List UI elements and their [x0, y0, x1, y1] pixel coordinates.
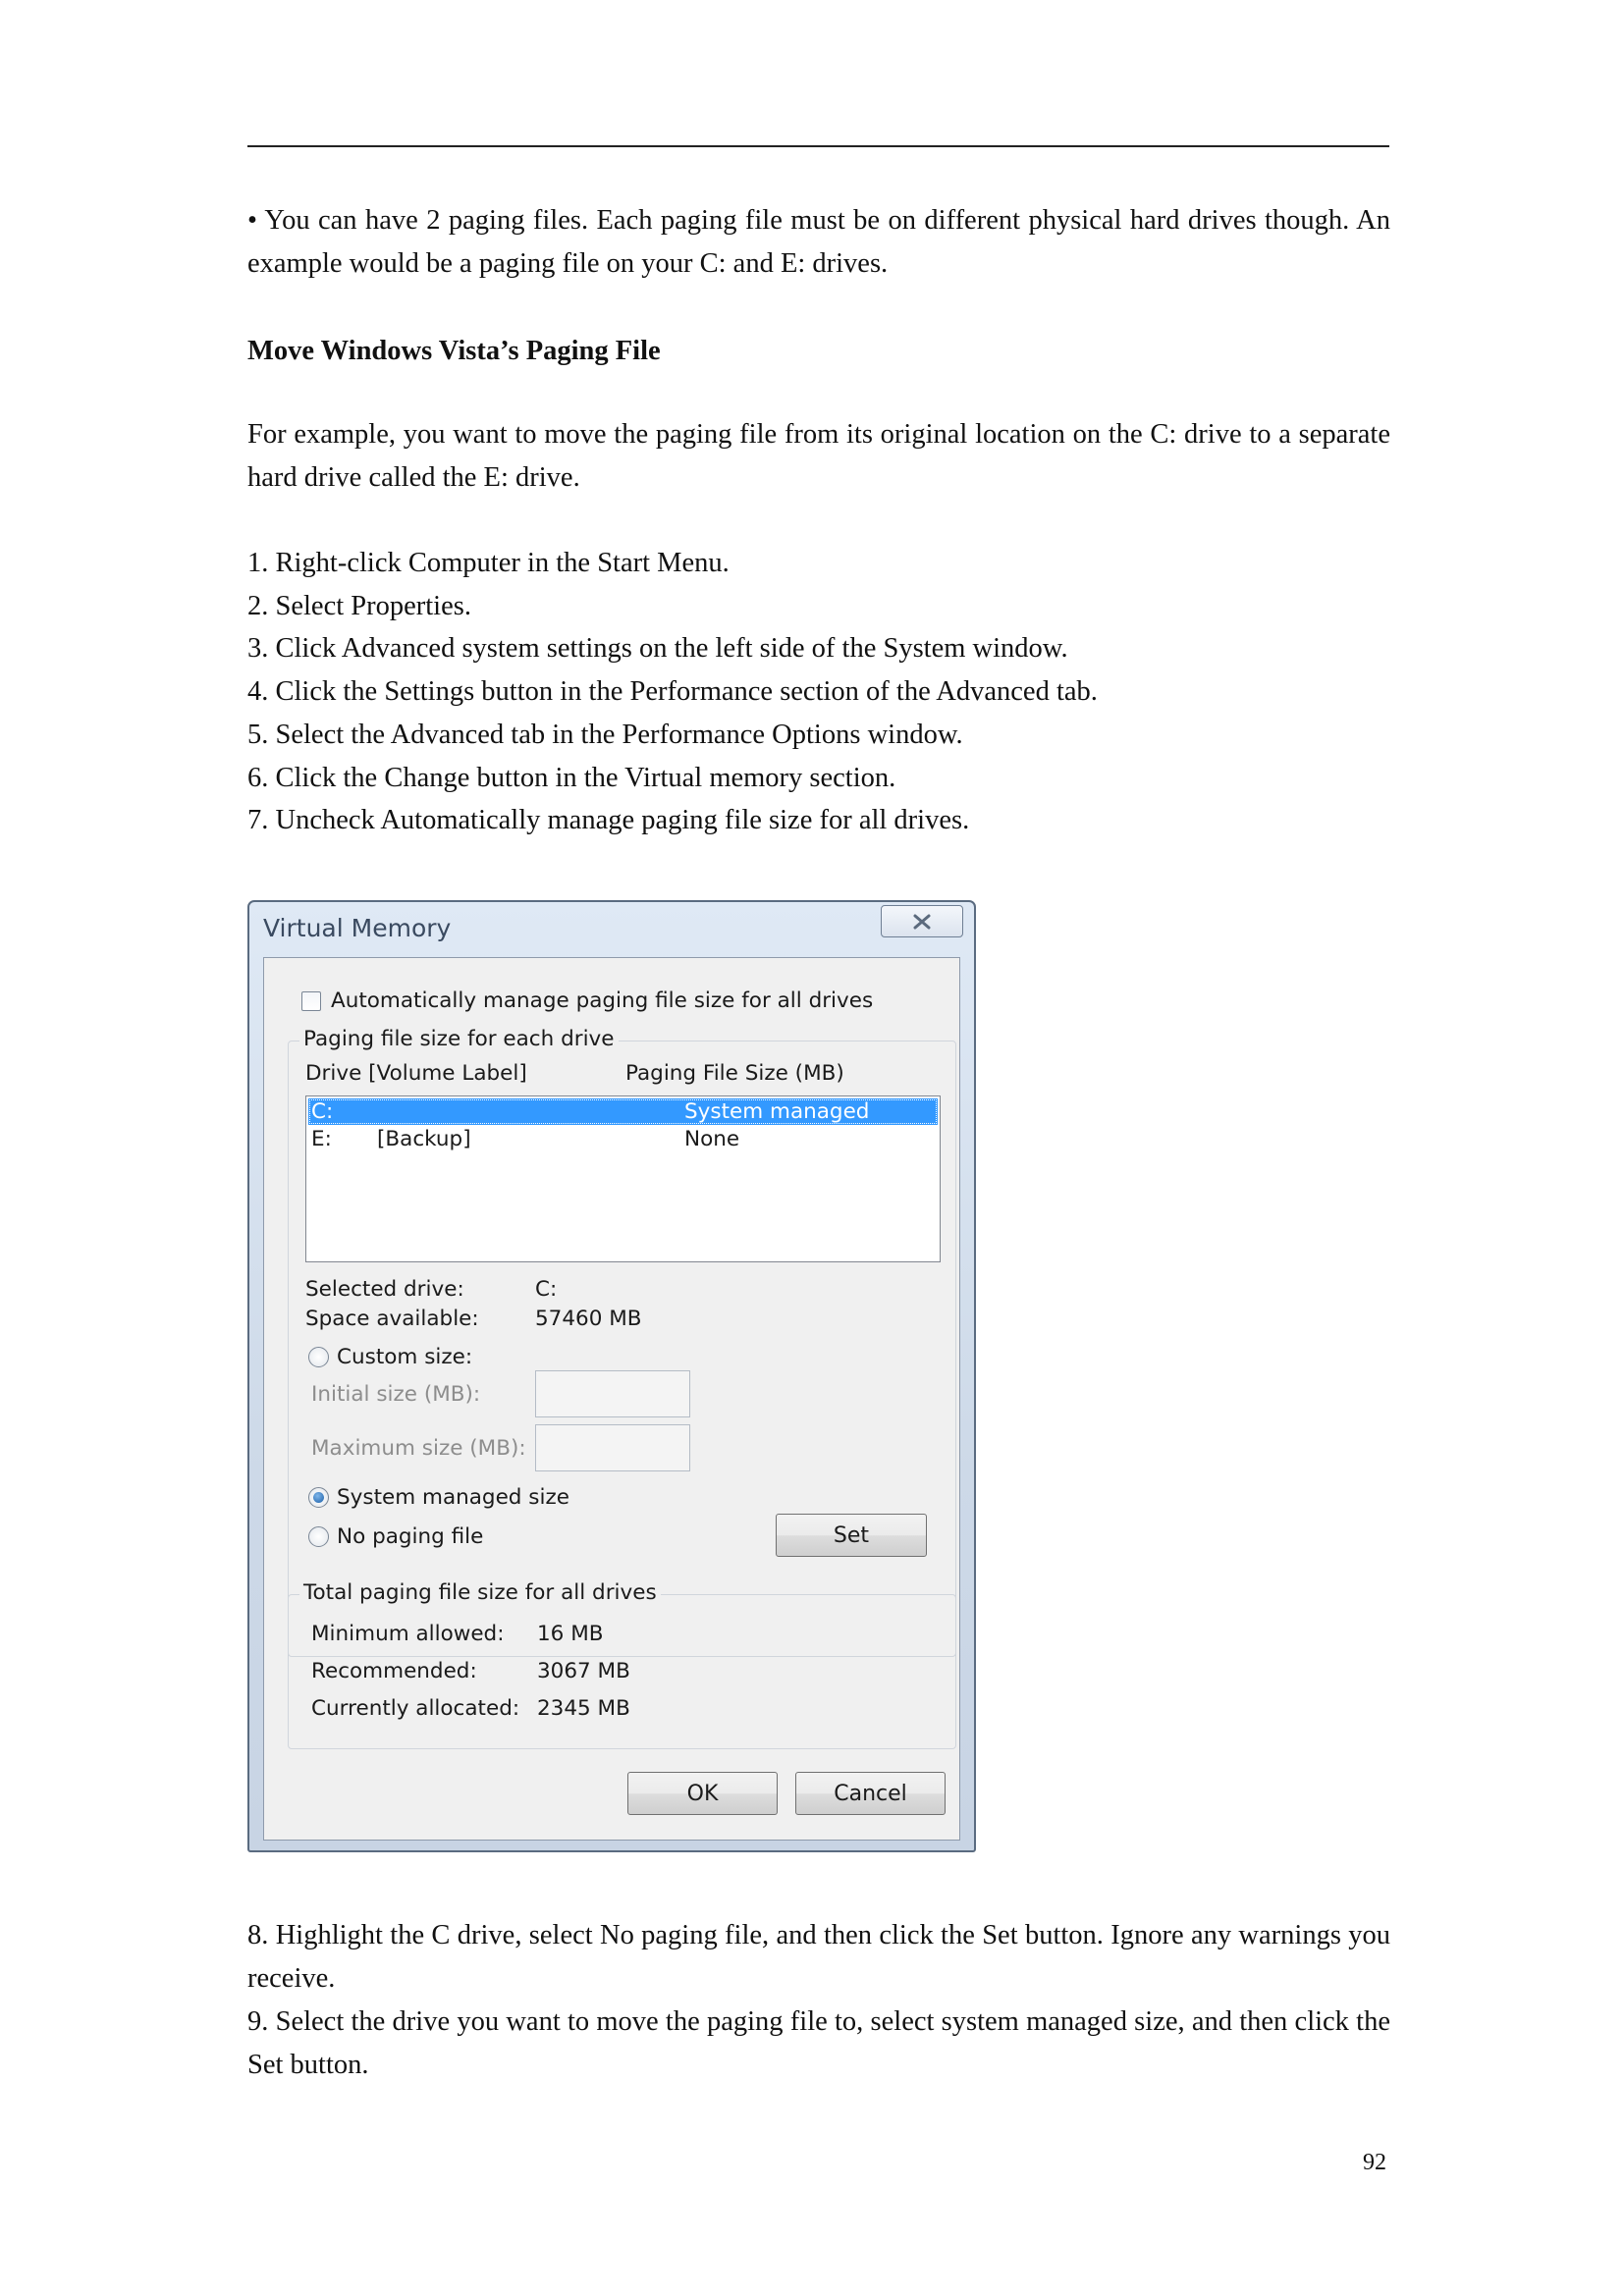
step-item: 1. Right-click Computer in the Start Menu.: [247, 548, 730, 578]
total-paging-group-label: Total paging file size for all drives: [299, 1580, 661, 1605]
maximum-size-label: Maximum size (MB):: [311, 1436, 526, 1461]
step-item: 7. Uncheck Automatically manage paging file size for all drives.: [247, 805, 970, 836]
currently-allocated-label: Currently allocated:: [311, 1696, 520, 1721]
column-header-drive: Drive [Volume Label]: [305, 1061, 527, 1086]
drive-letter: C:: [311, 1099, 334, 1124]
drive-row-e[interactable]: [308, 1126, 938, 1152]
dialog-title: Virtual Memory: [263, 914, 452, 942]
close-icon: [911, 913, 933, 931]
drive-paging-size: System managed: [684, 1099, 870, 1124]
header-rule: [247, 145, 1389, 147]
recommended-label: Recommended:: [311, 1659, 477, 1683]
drive-paging-size: None: [684, 1127, 740, 1151]
drive-letter: E:: [311, 1127, 332, 1151]
section-heading: Move Windows Vista’s Paging File: [247, 336, 661, 366]
set-button[interactable]: Set: [776, 1514, 927, 1557]
initial-size-field[interactable]: [535, 1370, 690, 1417]
auto-manage-label: Automatically manage paging file size for all drives: [331, 988, 874, 1013]
initial-size-label: Initial size (MB):: [311, 1382, 481, 1407]
drive-volume-label: [Backup]: [377, 1127, 471, 1151]
cancel-button[interactable]: Cancel: [795, 1772, 946, 1815]
step-item: 2. Select Properties.: [247, 590, 471, 621]
step-8-paragraph: 8. Highlight the C drive, select No paging file, and then click the Set button. Ignore any warnings you receive.: [247, 1920, 1390, 1994]
page-number: 92: [1363, 2150, 1386, 2175]
drive-row-c[interactable]: [308, 1098, 938, 1125]
example-paragraph: For example, you want to move the paging file from its original location on the C: drive to a separate hard drive called the E: drive.: [247, 419, 1390, 493]
space-available-value: 57460 MB: [535, 1307, 642, 1331]
auto-manage-checkbox[interactable]: [301, 991, 321, 1011]
system-managed-radio[interactable]: [308, 1487, 329, 1508]
no-paging-label: No paging file: [337, 1524, 484, 1549]
step-item: 5. Select the Advanced tab in the Performance Options window.: [247, 719, 963, 750]
step-item: 4. Click the Settings button in the Performance section of the Advanced tab.: [247, 676, 1098, 708]
system-managed-label: System managed size: [337, 1485, 569, 1510]
maximum-size-field[interactable]: [535, 1424, 690, 1471]
no-paging-radio[interactable]: [308, 1526, 329, 1547]
recommended-value: 3067 MB: [537, 1659, 630, 1683]
step-item: 3. Click Advanced system settings on the left side of the System window.: [247, 633, 1068, 665]
dialog-body: [263, 957, 960, 1841]
custom-size-radio[interactable]: [308, 1347, 329, 1367]
currently-allocated-value: 2345 MB: [537, 1696, 630, 1721]
close-button[interactable]: [881, 905, 963, 937]
selected-drive-label: Selected drive:: [305, 1277, 464, 1302]
virtual-memory-dialog: [247, 900, 976, 1852]
per-drive-group-label: Paging file size for each drive: [299, 1027, 619, 1051]
step-9-paragraph: 9. Select the drive you want to move the paging file to, select system managed size, and then click the Set button.: [247, 2006, 1390, 2080]
intro-paragraph: • You can have 2 paging files. Each paging file must be on different physical hard drives though. An example would be a paging file on your C: and E: drives.: [247, 205, 1390, 279]
selected-drive-value: C:: [535, 1277, 558, 1302]
column-header-size: Paging File Size (MB): [625, 1061, 844, 1086]
ok-button[interactable]: OK: [627, 1772, 778, 1815]
space-available-label: Space available:: [305, 1307, 479, 1331]
minimum-allowed-value: 16 MB: [537, 1622, 604, 1646]
step-item: 6. Click the Change button in the Virtual memory section.: [247, 762, 896, 793]
custom-size-label: Custom size:: [337, 1345, 473, 1369]
steps-list: [247, 542, 1098, 842]
drive-list[interactable]: [305, 1095, 941, 1262]
minimum-allowed-label: Minimum allowed:: [311, 1622, 505, 1646]
